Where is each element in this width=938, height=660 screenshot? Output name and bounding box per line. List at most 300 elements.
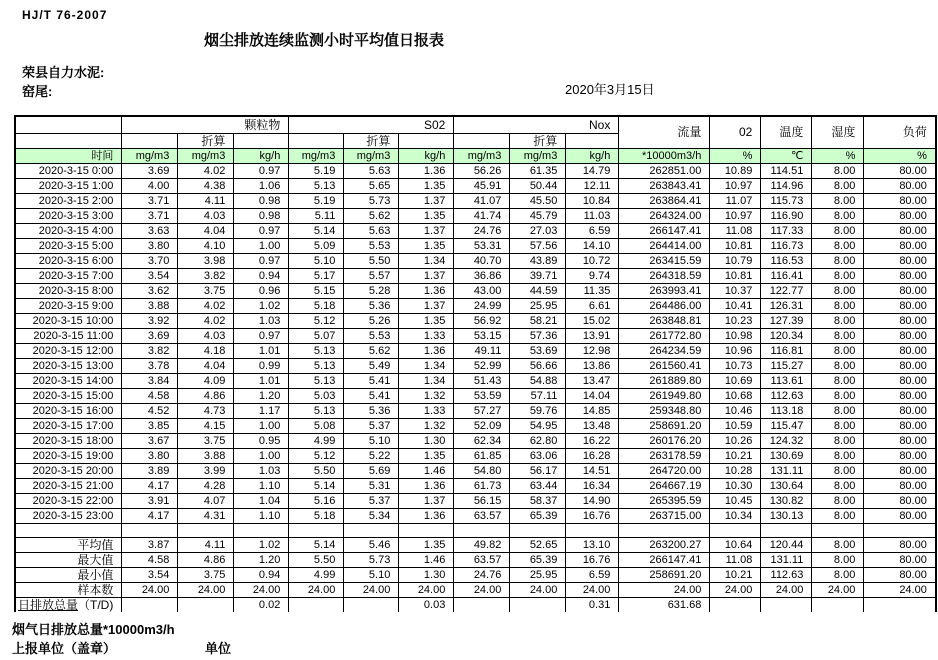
value-cell: 5.26 [344, 314, 399, 329]
value-cell: 261560.41 [619, 359, 710, 374]
value-cell: 0.02 [234, 598, 289, 613]
value-cell: 3.67 [122, 434, 178, 449]
row-label-cell: 2020-3-15 21:00 [15, 479, 122, 494]
unit-mgm3: mg/m3 [344, 149, 399, 164]
value-cell: 16.34 [566, 479, 619, 494]
value-cell: 80.00 [864, 254, 936, 269]
value-cell: 1.36 [399, 344, 454, 359]
value-cell: 5.28 [344, 284, 399, 299]
value-cell: 263715.00 [619, 509, 710, 524]
value-cell: 5.73 [344, 194, 399, 209]
row-label-cell [15, 524, 122, 538]
value-cell: 80.00 [864, 568, 936, 583]
value-cell: 27.03 [510, 224, 566, 239]
unit-percent: % [812, 149, 864, 164]
value-cell: 10.97 [710, 209, 761, 224]
value-cell: 3.63 [122, 224, 178, 239]
value-cell: 62.80 [510, 434, 566, 449]
flue-gas-total-note: 烟气日排放总量*10000m3/h [12, 622, 175, 637]
value-cell: 1.36 [399, 164, 454, 179]
value-cell: 112.63 [761, 389, 812, 404]
value-cell: 0.97 [234, 164, 289, 179]
row-label-cell: 2020-3-15 18:00 [15, 434, 122, 449]
table-row [15, 434, 936, 449]
value-cell: 10.21 [710, 449, 761, 464]
value-cell [178, 524, 234, 538]
value-cell: 4.03 [178, 209, 234, 224]
value-cell: 80.00 [864, 329, 936, 344]
value-cell: 4.02 [178, 164, 234, 179]
value-cell: 3.71 [122, 194, 178, 209]
value-cell: 266147.41 [619, 224, 710, 239]
value-cell: 260176.20 [619, 434, 710, 449]
value-cell: 80.00 [864, 224, 936, 239]
value-cell: 1.35 [399, 538, 454, 553]
empty-cell [15, 134, 122, 149]
value-cell: 3.99 [178, 464, 234, 479]
value-cell: 4.04 [178, 224, 234, 239]
value-cell: 5.62 [344, 209, 399, 224]
value-cell: 80.00 [864, 164, 936, 179]
value-cell: 1.36 [399, 479, 454, 494]
value-cell: 56.15 [454, 494, 510, 509]
row-label-cell: 2020-3-15 8:00 [15, 284, 122, 299]
col-header-time: 时间 [15, 149, 122, 164]
value-cell: 3.80 [122, 239, 178, 254]
value-cell: 8.00 [812, 434, 864, 449]
value-cell: 57.56 [510, 239, 566, 254]
value-cell: 131.11 [761, 464, 812, 479]
table-row [15, 374, 936, 389]
value-cell: 4.28 [178, 479, 234, 494]
value-cell: 8.00 [812, 464, 864, 479]
value-cell: 3.70 [122, 254, 178, 269]
row-label-cell: 2020-3-15 9:00 [15, 299, 122, 314]
value-cell: 10.59 [710, 419, 761, 434]
value-cell: 8.00 [812, 164, 864, 179]
value-cell: 5.63 [344, 164, 399, 179]
row-label-cell: 样本数 [15, 583, 122, 598]
value-cell: 4.99 [289, 434, 344, 449]
value-cell: 1.46 [399, 464, 454, 479]
value-cell: 3.84 [122, 374, 178, 389]
value-cell: 10.97 [710, 179, 761, 194]
value-cell: 4.15 [178, 419, 234, 434]
table-row [15, 254, 936, 269]
value-cell: 264414.00 [619, 239, 710, 254]
row-label-cell: 2020-3-15 1:00 [15, 179, 122, 194]
table-row [15, 329, 936, 344]
value-cell: 1.33 [399, 329, 454, 344]
value-cell: 6.61 [566, 299, 619, 314]
unit-kgh: kg/h [234, 149, 289, 164]
value-cell: 8.00 [812, 479, 864, 494]
value-cell: 3.91 [122, 494, 178, 509]
value-cell: 51.43 [454, 374, 510, 389]
value-cell: 116.41 [761, 269, 812, 284]
value-cell: 10.98 [710, 329, 761, 344]
value-cell: 0.95 [234, 434, 289, 449]
value-cell: 45.79 [510, 209, 566, 224]
value-cell: 1.00 [234, 239, 289, 254]
value-cell: 3.80 [122, 449, 178, 464]
value-cell: 50.44 [510, 179, 566, 194]
row-label-cell: 2020-3-15 12:00 [15, 344, 122, 359]
value-cell: 263178.59 [619, 449, 710, 464]
value-cell [761, 524, 812, 538]
value-cell [510, 524, 566, 538]
value-cell: 130.64 [761, 479, 812, 494]
value-cell: 263200.27 [619, 538, 710, 553]
value-cell [812, 598, 864, 613]
value-cell: 0.03 [399, 598, 454, 613]
value-cell: 116.90 [761, 209, 812, 224]
value-cell: 5.16 [289, 494, 344, 509]
value-cell: 122.77 [761, 284, 812, 299]
value-cell: 16.76 [566, 553, 619, 568]
value-cell: 0.97 [234, 254, 289, 269]
value-cell: 261889.80 [619, 374, 710, 389]
row-label-cell: 2020-3-15 14:00 [15, 374, 122, 389]
value-cell: 13.86 [566, 359, 619, 374]
value-cell: 263843.41 [619, 179, 710, 194]
value-cell: 117.33 [761, 224, 812, 239]
value-cell: 5.03 [289, 389, 344, 404]
table-row [15, 164, 936, 179]
unit-mgm3: mg/m3 [454, 149, 510, 164]
value-cell: 5.36 [344, 299, 399, 314]
row-label-cell: 2020-3-15 10:00 [15, 314, 122, 329]
value-cell: 4.99 [289, 568, 344, 583]
value-cell: 4.17 [122, 509, 178, 524]
value-cell: 65.39 [510, 509, 566, 524]
value-cell: 10.84 [566, 194, 619, 209]
standard-code: HJ/T 76-2007 [22, 8, 108, 22]
value-cell: 5.37 [344, 494, 399, 509]
table-row [15, 269, 936, 284]
value-cell: 5.07 [289, 329, 344, 344]
value-cell: 14.04 [566, 389, 619, 404]
value-cell: 1.35 [399, 449, 454, 464]
value-cell: 1.37 [399, 224, 454, 239]
col-header-load: 负荷 [864, 116, 936, 149]
value-cell [122, 524, 178, 538]
value-cell: 10.64 [710, 538, 761, 553]
value-cell: 10.34 [710, 509, 761, 524]
value-cell: 13.48 [566, 419, 619, 434]
value-cell: 5.19 [289, 164, 344, 179]
value-cell: 10.72 [566, 254, 619, 269]
value-cell: 1.35 [399, 239, 454, 254]
value-cell: 3.78 [122, 359, 178, 374]
value-cell: 115.27 [761, 359, 812, 374]
value-cell: 116.81 [761, 344, 812, 359]
row-label-cell: 2020-3-15 4:00 [15, 224, 122, 239]
value-cell: 3.87 [122, 538, 178, 553]
value-cell: 264720.00 [619, 464, 710, 479]
value-cell: 5.08 [289, 419, 344, 434]
value-cell: 4.02 [178, 299, 234, 314]
value-cell [812, 524, 864, 538]
value-cell: 1.46 [399, 553, 454, 568]
value-cell: 5.50 [289, 464, 344, 479]
value-cell [234, 524, 289, 538]
value-cell: 264667.19 [619, 479, 710, 494]
value-cell: 4.86 [178, 389, 234, 404]
value-cell: 5.13 [289, 404, 344, 419]
value-cell: 3.89 [122, 464, 178, 479]
value-cell: 4.73 [178, 404, 234, 419]
header-units-row [15, 149, 936, 164]
value-cell: 5.14 [289, 538, 344, 553]
value-cell: 8.00 [812, 329, 864, 344]
value-cell: 4.02 [178, 314, 234, 329]
value-cell: 4.58 [122, 389, 178, 404]
value-cell: 258691.20 [619, 568, 710, 583]
row-label-cell: 最大值 [15, 553, 122, 568]
value-cell: 10.21 [710, 568, 761, 583]
daily-total-row [15, 598, 936, 613]
value-cell: 1.35 [399, 179, 454, 194]
value-cell: 127.39 [761, 314, 812, 329]
value-cell: 14.85 [566, 404, 619, 419]
value-cell: 8.00 [812, 224, 864, 239]
value-cell: 49.11 [454, 344, 510, 359]
value-cell: 3.88 [122, 299, 178, 314]
value-cell: 266147.41 [619, 553, 710, 568]
value-cell: 1.06 [234, 179, 289, 194]
value-cell: 43.00 [454, 284, 510, 299]
row-label-cell: 2020-3-15 15:00 [15, 389, 122, 404]
report-table [14, 115, 937, 612]
empty-cell [399, 134, 454, 149]
value-cell: 631.68 [619, 598, 710, 613]
value-cell: 57.27 [454, 404, 510, 419]
value-cell [178, 598, 234, 613]
row-label-cell: 2020-3-15 11:00 [15, 329, 122, 344]
value-cell: 263848.81 [619, 314, 710, 329]
value-cell: 10.23 [710, 314, 761, 329]
value-cell: 5.10 [344, 434, 399, 449]
value-cell: 10.96 [710, 344, 761, 359]
value-cell: 24.00 [289, 583, 344, 598]
header-group-row [15, 116, 936, 134]
value-cell: 6.59 [566, 568, 619, 583]
converted-label: 折算 [344, 134, 399, 149]
value-cell: 8.00 [812, 553, 864, 568]
value-cell: 14.51 [566, 464, 619, 479]
col-header-humidity: 湿度 [812, 116, 864, 149]
value-cell: 1.34 [399, 254, 454, 269]
value-cell: 5.57 [344, 269, 399, 284]
value-cell: 3.85 [122, 419, 178, 434]
value-cell: 1.00 [234, 419, 289, 434]
value-cell: 11.03 [566, 209, 619, 224]
value-cell: 24.00 [344, 583, 399, 598]
value-cell: 80.00 [864, 314, 936, 329]
value-cell: 63.57 [454, 509, 510, 524]
value-cell: 1.34 [399, 359, 454, 374]
value-cell: 5.13 [289, 359, 344, 374]
company-name: 荣县自力水泥: [22, 65, 105, 80]
value-cell: 8.00 [812, 209, 864, 224]
value-cell: 0.94 [234, 568, 289, 583]
value-cell: 80.00 [864, 269, 936, 284]
value-cell: 4.18 [178, 344, 234, 359]
value-cell [566, 524, 619, 538]
value-cell: 115.73 [761, 194, 812, 209]
value-cell: 57.36 [510, 329, 566, 344]
value-cell: 8.00 [812, 449, 864, 464]
table-row [15, 284, 936, 299]
value-cell: 4.09 [178, 374, 234, 389]
empty-cell [566, 134, 619, 149]
value-cell: 25.95 [510, 568, 566, 583]
value-cell: 1.01 [234, 374, 289, 389]
value-cell: 36.86 [454, 269, 510, 284]
value-cell: 5.46 [344, 538, 399, 553]
value-cell: 1.00 [234, 449, 289, 464]
value-cell: 4.17 [122, 479, 178, 494]
value-cell: 61.35 [510, 164, 566, 179]
row-label-cell: 2020-3-15 2:00 [15, 194, 122, 209]
value-cell: 130.13 [761, 509, 812, 524]
value-cell: 4.58 [122, 553, 178, 568]
value-cell: 263993.41 [619, 284, 710, 299]
table-row [15, 479, 936, 494]
value-cell: 4.11 [178, 194, 234, 209]
value-cell: 16.76 [566, 509, 619, 524]
value-cell: 58.21 [510, 314, 566, 329]
value-cell: 4.38 [178, 179, 234, 194]
value-cell: 261949.80 [619, 389, 710, 404]
value-cell: 3.69 [122, 164, 178, 179]
col-group-particulate: 颗粒物 [122, 116, 289, 134]
value-cell: 10.28 [710, 464, 761, 479]
value-cell: 8.00 [812, 509, 864, 524]
report-date: 2020年3月15日 [565, 82, 655, 97]
converted-label: 折算 [510, 134, 566, 149]
value-cell: 24.00 [122, 583, 178, 598]
col-header-temperature: 温度 [761, 116, 812, 149]
value-cell: 80.00 [864, 194, 936, 209]
value-cell: 3.82 [178, 269, 234, 284]
value-cell [399, 524, 454, 538]
value-cell: 80.00 [864, 344, 936, 359]
value-cell: 5.53 [344, 329, 399, 344]
value-cell: 1.36 [399, 284, 454, 299]
col-group-nox: Nox [454, 116, 619, 134]
value-cell: 5.09 [289, 239, 344, 254]
table-row [15, 359, 936, 374]
value-cell: 8.00 [812, 194, 864, 209]
value-cell [289, 598, 344, 613]
value-cell: 44.59 [510, 284, 566, 299]
value-cell: 10.45 [710, 494, 761, 509]
value-cell: 5.49 [344, 359, 399, 374]
value-cell: 58.37 [510, 494, 566, 509]
value-cell: 45.91 [454, 179, 510, 194]
value-cell: 131.11 [761, 553, 812, 568]
value-cell: 5.13 [289, 344, 344, 359]
value-cell: 24.00 [864, 583, 936, 598]
row-label-cell: 2020-3-15 19:00 [15, 449, 122, 464]
value-cell: 41.07 [454, 194, 510, 209]
value-cell: 113.18 [761, 404, 812, 419]
value-cell: 52.99 [454, 359, 510, 374]
value-cell: 12.98 [566, 344, 619, 359]
value-cell: 14.10 [566, 239, 619, 254]
value-cell: 5.13 [289, 179, 344, 194]
value-cell: 5.65 [344, 179, 399, 194]
value-cell: 0.97 [234, 224, 289, 239]
table-row [15, 314, 936, 329]
value-cell: 56.92 [454, 314, 510, 329]
value-cell: 264324.00 [619, 209, 710, 224]
value-cell: 5.18 [289, 299, 344, 314]
value-cell: 8.00 [812, 538, 864, 553]
value-cell: 130.69 [761, 449, 812, 464]
value-cell: 1.37 [399, 299, 454, 314]
table-row [15, 419, 936, 434]
value-cell: 5.10 [289, 254, 344, 269]
value-cell: 5.50 [344, 254, 399, 269]
value-cell: 24.76 [454, 568, 510, 583]
empty-cell [15, 116, 122, 134]
value-cell: 54.88 [510, 374, 566, 389]
value-cell: 115.47 [761, 419, 812, 434]
value-cell: 4.86 [178, 553, 234, 568]
value-cell: 5.41 [344, 374, 399, 389]
value-cell: 61.73 [454, 479, 510, 494]
row-label-cell: 2020-3-15 6:00 [15, 254, 122, 269]
summary-row [15, 568, 936, 583]
value-cell: 8.00 [812, 239, 864, 254]
value-cell: 80.00 [864, 464, 936, 479]
value-cell: 120.44 [761, 538, 812, 553]
value-cell: 5.14 [289, 224, 344, 239]
value-cell: 1.10 [234, 509, 289, 524]
value-cell: 10.30 [710, 479, 761, 494]
value-cell: 1.03 [234, 464, 289, 479]
value-cell: 53.31 [454, 239, 510, 254]
value-cell: 3.62 [122, 284, 178, 299]
value-cell: 1.02 [234, 538, 289, 553]
row-label-cell: 2020-3-15 5:00 [15, 239, 122, 254]
unit-label: 单位 [205, 641, 232, 656]
value-cell [289, 524, 344, 538]
value-cell: 259348.80 [619, 404, 710, 419]
converted-label: 折算 [178, 134, 234, 149]
value-cell: 80.00 [864, 509, 936, 524]
table-row [15, 344, 936, 359]
table-row [15, 464, 936, 479]
value-cell: 10.73 [710, 359, 761, 374]
value-cell: 120.34 [761, 329, 812, 344]
value-cell [454, 524, 510, 538]
value-cell: 8.00 [812, 344, 864, 359]
value-cell: 0.96 [234, 284, 289, 299]
col-group-so2: S02 [289, 116, 454, 134]
table-row [15, 194, 936, 209]
value-cell: 24.00 [619, 583, 710, 598]
monitor-location: 窑尾: [22, 84, 53, 99]
value-cell: 3.71 [122, 209, 178, 224]
value-cell: 63.44 [510, 479, 566, 494]
value-cell [864, 524, 936, 538]
col-header-o2: 02 [710, 116, 761, 149]
value-cell: 12.11 [566, 179, 619, 194]
